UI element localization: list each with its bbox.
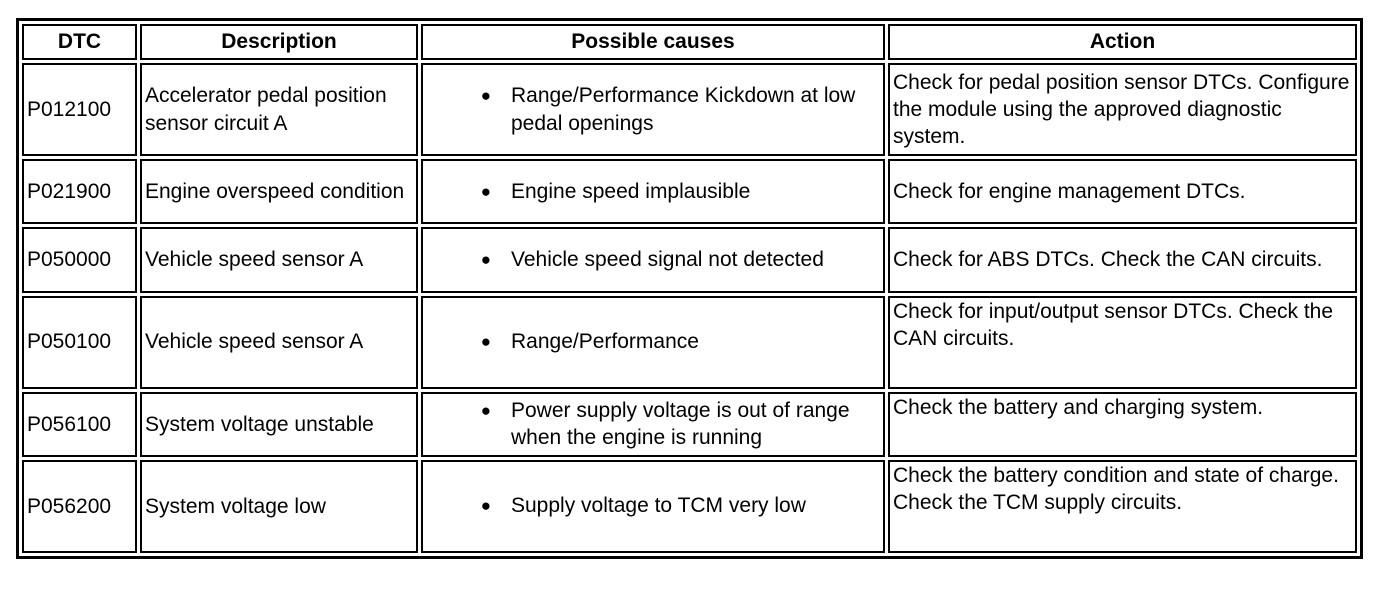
bullet-icon: ●: [480, 86, 491, 106]
header-row: [22, 24, 1357, 60]
action-cell: Check for input/output sensor DTCs. Check the CAN circuits.: [888, 296, 1357, 389]
description-cell: Vehicle speed sensor A: [140, 296, 418, 389]
action-cell: Check for pedal position sensor DTCs. Configure the module using the approved diagnostic system.: [888, 63, 1357, 156]
cause-text: Supply voltage to TCM very low: [511, 494, 806, 518]
table-row: [22, 392, 1357, 457]
description-cell: System voltage unstable: [140, 392, 418, 457]
description-cell: Engine overspeed condition: [140, 159, 418, 224]
dtc-table: [19, 21, 1360, 556]
bullet-icon: ●: [480, 249, 491, 269]
cause-text: Power supply voltage is out of range when the engine is running: [511, 398, 850, 450]
cause-cell: [421, 63, 885, 156]
action-cell: Check for ABS DTCs. Check the CAN circuits.: [888, 227, 1357, 292]
bullet-icon: ●: [480, 400, 491, 420]
dtc-code: P021900: [22, 159, 137, 224]
cause-cell: [421, 227, 885, 292]
cause-cell: [421, 296, 885, 389]
description-cell: System voltage low: [140, 460, 418, 553]
dtc-code: P050100: [22, 296, 137, 389]
cause-text: Engine speed implausible: [511, 179, 751, 203]
table-row: [22, 296, 1357, 389]
cause-text: Range/Performance: [511, 330, 699, 354]
table-row: [22, 63, 1357, 156]
bullet-icon: ●: [480, 496, 491, 516]
cause-cell: [421, 159, 885, 224]
action-cell: Check the battery and charging system.: [888, 392, 1357, 457]
header-description: Description: [140, 24, 418, 60]
table-row: [22, 159, 1357, 224]
header-action: Action: [888, 24, 1357, 60]
header-possible-causes: Possible causes: [421, 24, 885, 60]
description-cell: Accelerator pedal position sensor circuit A: [140, 63, 418, 156]
bullet-icon: ●: [480, 181, 491, 201]
cause-text: Vehicle speed signal not detected: [511, 247, 824, 271]
header-dtc: DTC: [22, 24, 137, 60]
action-cell: Check the battery condition and state of charge. Check the TCM supply circuits.: [888, 460, 1357, 553]
cause-cell: [421, 460, 885, 553]
bullet-icon: ●: [480, 332, 491, 352]
table-row: [22, 227, 1357, 292]
table-row: [22, 460, 1357, 553]
action-cell: Check for engine management DTCs.: [888, 159, 1357, 224]
dtc-code: P012100: [22, 63, 137, 156]
dtc-code: P056100: [22, 392, 137, 457]
dtc-table-frame: [16, 18, 1363, 559]
dtc-code: P056200: [22, 460, 137, 553]
cause-text: Range/Performance Kickdown at low pedal openings: [511, 84, 856, 135]
description-cell: Vehicle speed sensor A: [140, 227, 418, 292]
cause-cell: [421, 392, 885, 457]
dtc-code: P050000: [22, 227, 137, 292]
